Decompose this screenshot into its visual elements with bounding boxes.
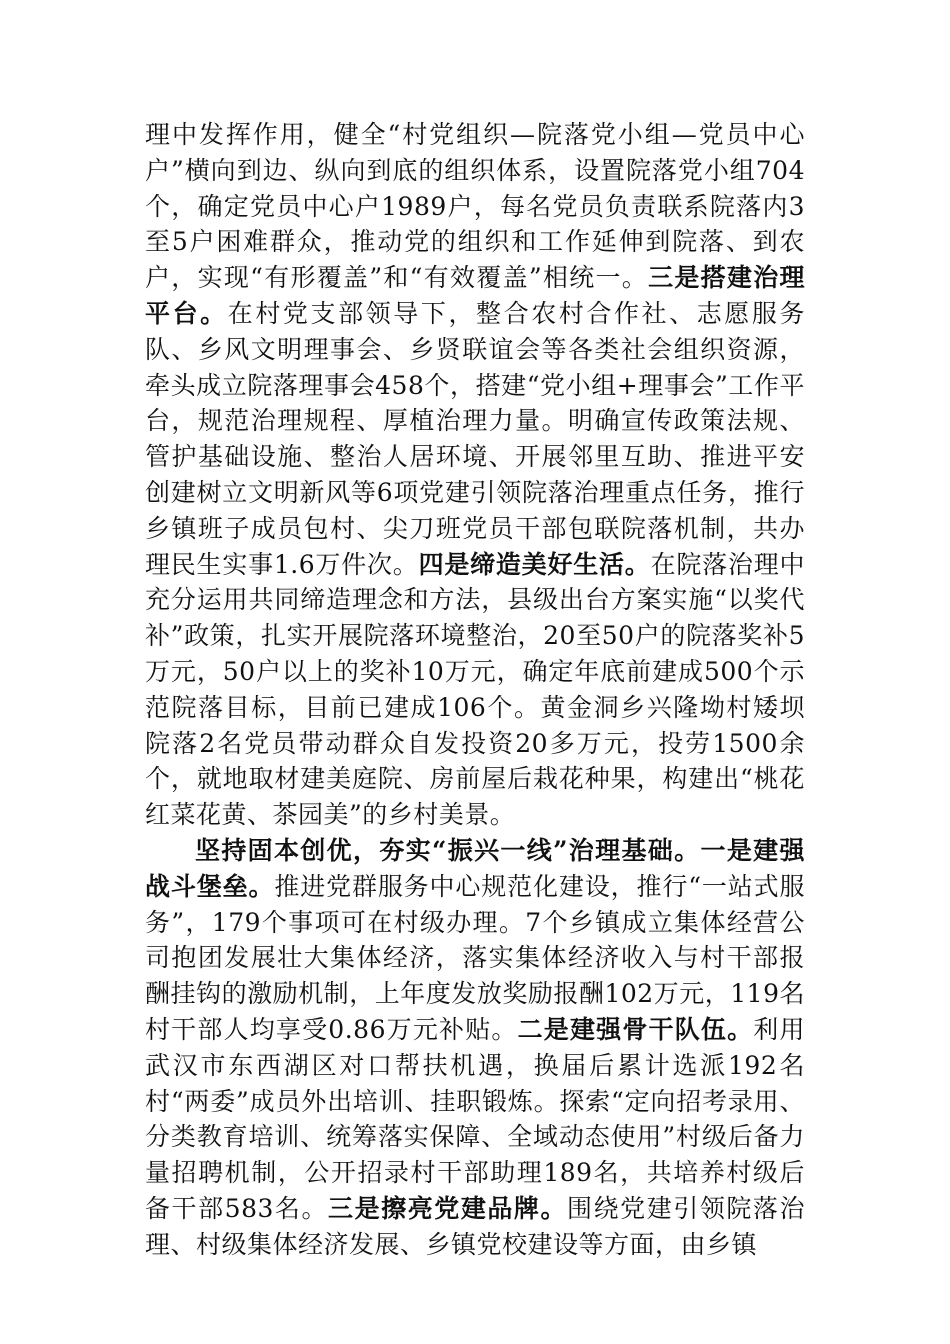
paragraph-1-text-4: 在院落治理中充分运用共同缔造理念和方法，县级出台方案实施“以奖代补”政策，扎实开展院落环境整治，20至50户的院落奖补5万元，50户以上的奖补10万元，确定年底前建成500个示范院落目标，目前已建成106个。黄金洞乡兴隆坳村矮坝院落2名党员带动群众自发投资20多万元，投劳1500余个，就地取材建美庭院、房前屋后栽花种果，构建出“桃花红菜花黄、茶园美”的乡村美景。 — [145, 549, 805, 830]
paragraph-2-text-1: 推进党群服务中心规范化建设，推行“一站式服务”，179个事项可在村级办理。7个乡镇成立集体经营公司抱团发展壮大集体经济，落实集体经济收入与村干部报酬挂钩的激励机制，上年度发放奖励报酬102万元，119名村干部人均享受0.86万元补贴。 — [145, 871, 805, 1044]
paragraph-2-text-3: 围绕党建引领院落治理、村级集体经济发展、乡镇党校建设等方面，由乡镇 — [145, 1193, 805, 1259]
paragraph-1-heading-4: 四是缔造美好生活。 — [418, 549, 651, 579]
paragraph-2-heading-3: 三是擦亮党建品牌。 — [328, 1193, 568, 1223]
paragraph-2 — [145, 833, 805, 1263]
document-page — [145, 117, 805, 1263]
paragraph-1-heading-3: 三是搭建治理平台。 — [145, 263, 805, 328]
paragraph-1 — [145, 117, 805, 833]
paragraph-2-heading-2: 二是建强骨干队伍。 — [517, 1014, 754, 1044]
paragraph-1-text-3: 在村党支部领导下，整合农村合作社、志愿服务队、乡风文明理事会、乡贤联谊会等各类社会组织资源，牵头成立院落理事会458个，搭建“党小组+理事会”工作平台，规范治理规程、厚植治理力量。明确宣传政策法规、管护基础设施、整治人居环境、开展邻里互助、推进平安创建树立文明新风等6项党建引领院落治理重点任务，推行乡镇班子成员包村、尖刀班党员干部包联院落机制，共办理民生实事1.6万件次。 — [145, 298, 805, 579]
paragraph-2-text-2: 利用武汉市东西湖区对口帮扶机遇，换届后累计选派192名村“两委”成员外出培训、挂职锻炼。探索“定向招考录用、分类教育培训、统筹落实保障、全域动态使用”村级后备力量招聘机制，公开招录村干部助理189名，共培养村级后备干部583名。 — [145, 1014, 805, 1223]
paragraph-2-heading-1: 一是建强战斗堡垒。 — [145, 835, 805, 901]
paragraph-2-section-title: 坚持固本创优，夯实“振兴一线”治理基础。 — [195, 835, 701, 865]
paragraph-1-text: 理中发挥作用，健全“村党组织—院落党小组—党员中心户”横向到边、纵向到底的组织体系，设置院落党小组704个，确定党员中心户1989户，每名党员负责联系院落内3至5户困难群众，推动党的组织和工作延伸到院落、到农户，实现“有形覆盖”和“有效覆盖”相统一。 — [145, 120, 805, 293]
